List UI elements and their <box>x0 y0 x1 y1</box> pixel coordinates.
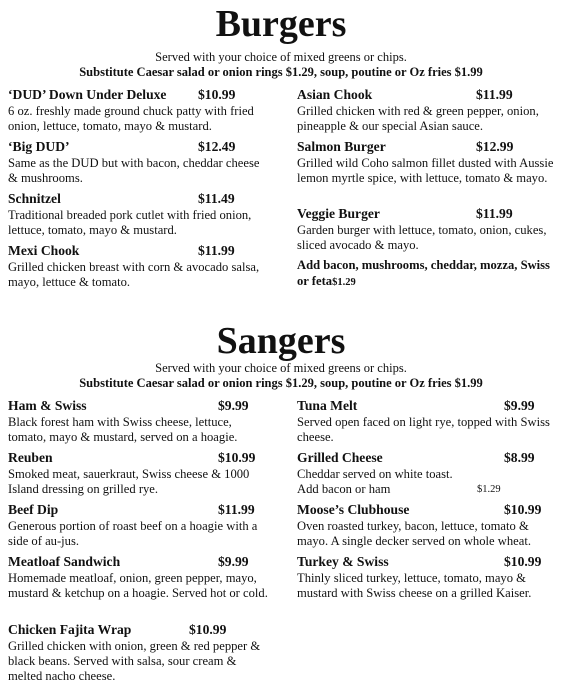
item-price: $11.49 <box>198 191 235 206</box>
menu-item-meatloaf-sandwich <box>8 554 270 601</box>
burgers-title: Burgers <box>215 3 347 45</box>
item-description: Thinly sliced turkey, lettuce, tomato, mayo & mustard with Swiss cheese on a grilled Kaiser. <box>297 571 532 601</box>
burgers-served-text: Served with your choice of mixed greens or chips. <box>155 50 407 64</box>
item-description: Grilled chicken breast with corn & avocado salsa, mayo, lettuce & tomato. <box>8 260 260 290</box>
item-description: Oven roasted turkey, bacon, lettuce, tomato & mayo. A single decker served on whole wheat. <box>297 519 531 549</box>
item-price: $10.99 <box>504 554 542 569</box>
item-name: Chicken Fajita Wrap <box>8 622 132 637</box>
sangers-substitute-text: Substitute Caesar salad or onion rings $1.29, soup, poutine or Oz fries $1.99 <box>79 376 483 390</box>
item-description: 6 oz. freshly made ground chuck patty with fried onion, lettuce, tomato, mayo & mustard. <box>8 104 254 134</box>
item-name: Grilled Cheese <box>297 450 383 465</box>
menu-item-veggie-burger <box>297 206 559 253</box>
burgers-substitute-text: Substitute Caesar salad or onion rings $1.29, soup, poutine or Oz fries $1.99 <box>79 65 483 79</box>
item-name: ‘DUD’ Down Under Deluxe <box>8 87 167 102</box>
sangers-intro <box>0 361 562 391</box>
item-description: Cheddar served on white toast. <box>297 467 453 481</box>
item-price: $12.49 <box>198 139 236 154</box>
item-description: Grilled chicken with onion, green & red pepper & black beans. Served with salsa, sour cream & melted nacho cheese. <box>8 639 261 684</box>
menu-item-salmon-burger <box>297 139 559 186</box>
burgers-intro <box>0 50 562 80</box>
item-price: $10.99 <box>189 622 227 637</box>
item-name: Moose’s Clubhouse <box>297 502 410 517</box>
menu-item-chicken-fajita-wrap <box>8 622 270 685</box>
item-price: $9.99 <box>504 398 535 413</box>
item-price: $11.99 <box>476 87 513 102</box>
item-price: $10.99 <box>504 502 542 517</box>
sangers-title: Sangers <box>216 320 346 362</box>
item-price: $8.99 <box>504 450 535 465</box>
sangers-served-text: Served with your choice of mixed greens or chips. <box>155 361 407 375</box>
item-name: Beef Dip <box>8 502 59 517</box>
item-description: Grilled wild Coho salmon fillet dusted with Aussie lemon myrtle spice, with lettuce, tomato & mayo. <box>297 156 554 186</box>
addon-text: Add bacon, mushrooms, cheddar, mozza, Swiss or feta <box>297 258 550 288</box>
item-price: $11.99 <box>476 206 513 221</box>
item-description: Homemade meatloaf, onion, green pepper, mayo, mustard & ketchup on a hoagie. Served hot or cold. <box>8 571 268 601</box>
item-name: Reuben <box>8 450 53 465</box>
item-addon <box>297 482 559 497</box>
item-name: Turkey & Swiss <box>297 554 389 569</box>
item-description: Garden burger with lettuce, tomato, onion, cukes, sliced avocado & mayo. <box>297 223 547 253</box>
burgers-addon-note <box>297 258 559 290</box>
item-description: Generous portion of roast beef on a hoagie with a side of au-jus. <box>8 519 258 549</box>
item-price: $11.99 <box>218 502 255 517</box>
item-price: $9.99 <box>218 554 249 569</box>
item-price: $9.99 <box>218 398 249 413</box>
item-description: Same as the DUD but with bacon, cheddar cheese & mushrooms. <box>8 156 260 186</box>
item-price: $10.99 <box>218 450 256 465</box>
item-name: Salmon Burger <box>297 139 386 154</box>
item-description: Smoked meat, sauerkraut, Swiss cheese & 1000 Island dressing on grilled rye. <box>8 467 250 497</box>
menu-item-turkey-swiss <box>297 554 559 601</box>
item-price: $12.99 <box>476 139 514 154</box>
addon-price: $1.29 <box>332 276 356 288</box>
item-name: Mexi Chook <box>8 243 80 258</box>
menu-item-schnitzel <box>8 191 270 238</box>
menu-item-ham-swiss <box>8 398 270 445</box>
item-description: Traditional breaded pork cutlet with fried onion, lettuce, tomato, mayo & mustard. <box>8 208 252 238</box>
item-name: ‘Big DUD’ <box>8 139 70 154</box>
menu-item-grilled-cheese <box>297 450 559 497</box>
item-name: Meatloaf Sandwich <box>8 554 121 569</box>
addon-price: $1.29 <box>477 484 501 496</box>
item-name: Veggie Burger <box>297 206 380 221</box>
menu-item-reuben <box>8 450 270 497</box>
addon-text: Add bacon or ham <box>297 482 391 497</box>
menu-item-beef-dip <box>8 502 270 549</box>
item-price: $11.99 <box>198 243 235 258</box>
menu-item-mooses-clubhouse <box>297 502 559 549</box>
item-name: Schnitzel <box>8 191 61 206</box>
menu-item-asian-chook <box>297 87 559 134</box>
item-name: Asian Chook <box>297 87 373 102</box>
item-name: Tuna Melt <box>297 398 358 413</box>
menu-item-big-dud <box>8 139 270 186</box>
item-description: Served open faced on light rye, topped with Swiss cheese. <box>297 415 550 445</box>
item-name: Ham & Swiss <box>8 398 87 413</box>
item-description: Black forest ham with Swiss cheese, lettuce, tomato, mayo & mustard, served on a hoagie. <box>8 415 238 445</box>
menu-item-dud <box>8 87 270 134</box>
menu-item-tuna-melt <box>297 398 559 445</box>
item-description: Grilled chicken with red & green pepper, onion, pineapple & our special Asian sauce. <box>297 104 539 134</box>
menu-item-mexi-chook <box>8 243 270 290</box>
item-price: $10.99 <box>198 87 236 102</box>
